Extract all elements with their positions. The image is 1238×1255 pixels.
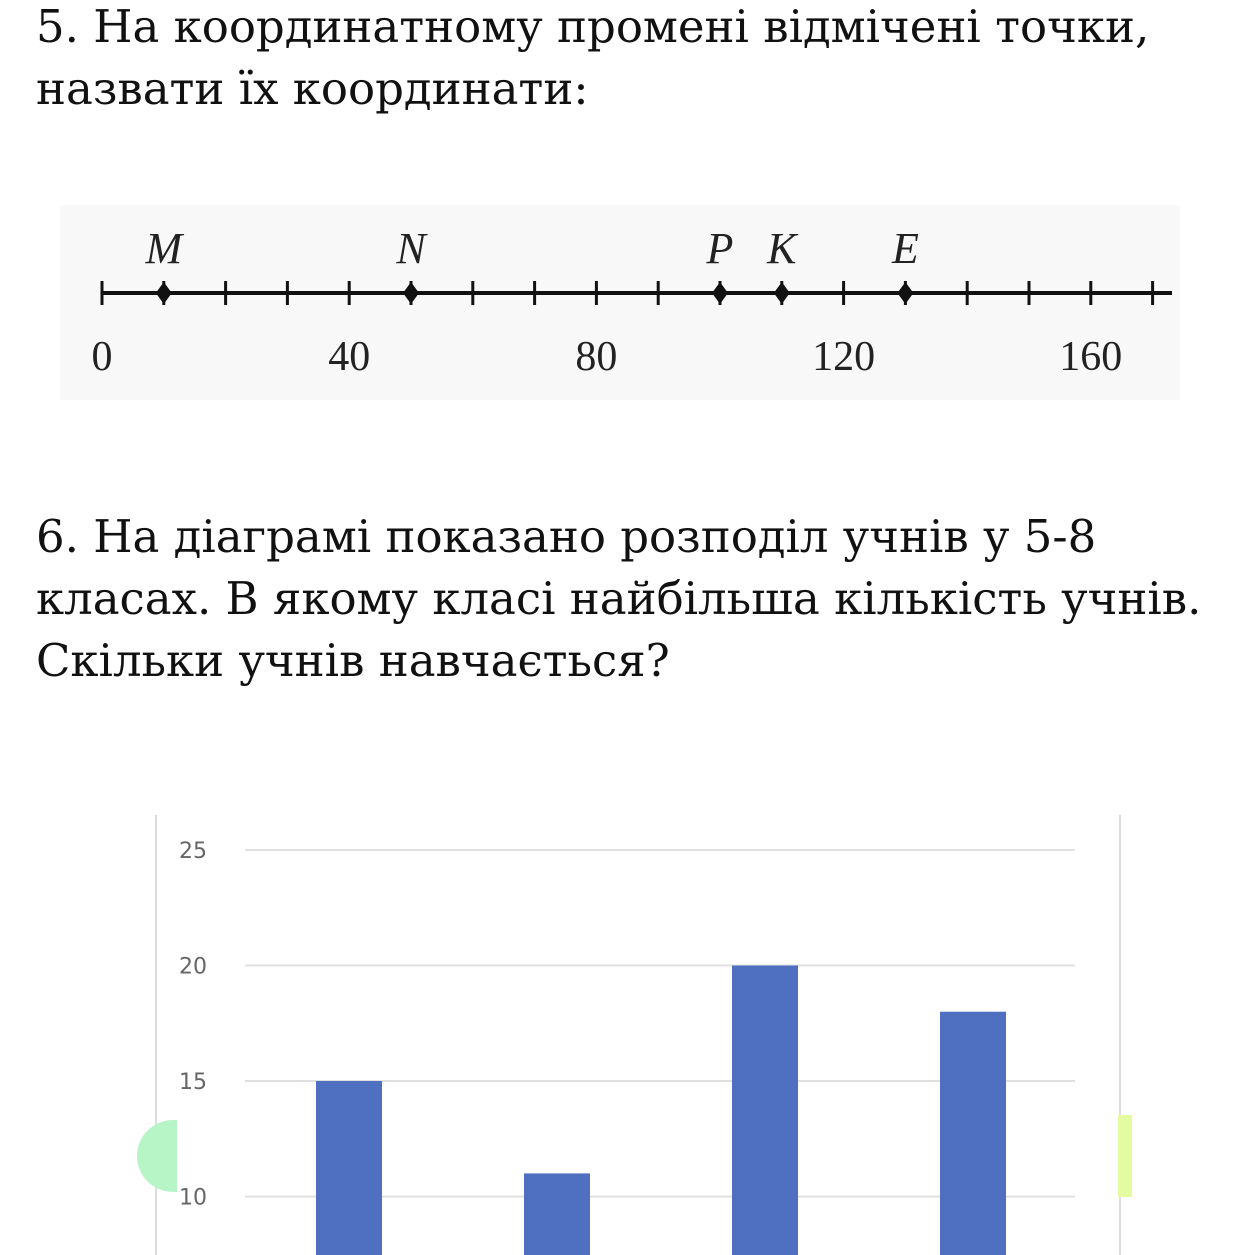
y-tick-label: 10 (179, 1186, 207, 1211)
point-marker-e (897, 282, 913, 304)
point-marker-p (712, 282, 728, 304)
point-label-e: E (891, 224, 919, 273)
point-label-n: N (395, 224, 428, 273)
bar-3 (732, 966, 798, 1255)
number-line-tick-label: 40 (328, 334, 370, 380)
bar-chart-figure (155, 815, 1121, 1255)
bar-1 (316, 1081, 382, 1255)
yellow-highlight-shape (1118, 1115, 1132, 1197)
point-marker-n (403, 282, 419, 304)
bar-chart (157, 815, 1119, 1255)
point-label-p: P (706, 224, 734, 273)
number-line (60, 205, 1180, 400)
number-line-tick-label: 80 (575, 334, 617, 380)
point-marker-m (156, 282, 172, 304)
point-marker-k (774, 282, 790, 304)
point-label-m: M (144, 224, 184, 273)
y-tick-label: 25 (179, 839, 207, 864)
point-label-k: K (766, 224, 799, 273)
bar-4 (940, 1012, 1006, 1255)
task-6-question: 6. На діаграмі показано розподіл учнів у 5-8 класах. В якому класі найбільша кількість учнів. Скільки учнів навчається? (36, 506, 1226, 692)
y-tick-label: 20 (179, 955, 207, 980)
number-line-tick-label: 160 (1059, 334, 1122, 380)
number-line-tick-label: 120 (812, 334, 875, 380)
green-highlight-shape (137, 1120, 177, 1192)
number-line-tick-label: 0 (92, 334, 113, 380)
bar-2 (524, 1173, 590, 1255)
number-line-figure (60, 205, 1180, 400)
task-5-question: 5. На координатному промені відмічені точки, назвати їх координати: (36, 0, 1216, 120)
y-tick-label: 15 (179, 1070, 207, 1095)
